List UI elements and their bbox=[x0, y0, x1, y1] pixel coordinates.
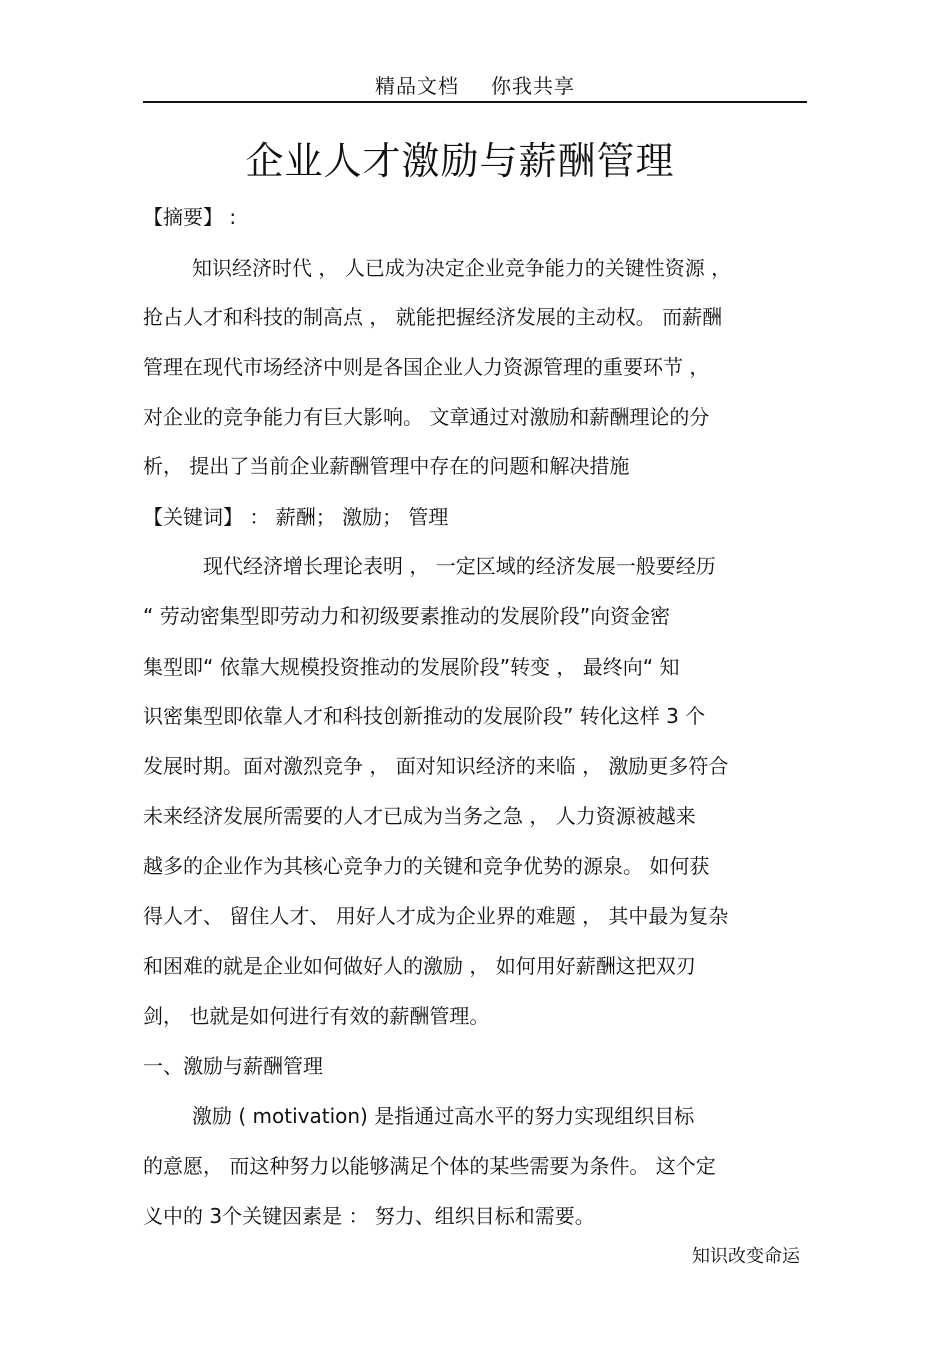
body-line: 未来经济发展所需要的人才已成为当务之急 ， 人力资源被越来 bbox=[143, 804, 696, 828]
section-heading: 一、激励与薪酬管理 bbox=[143, 1054, 323, 1078]
body-line: 发展时期。面对激烈竞争 ， 面对知识经济的来临 ， 激励更多符合 bbox=[143, 754, 729, 778]
document-title: 企业人才激励与薪酬管理 bbox=[245, 139, 675, 183]
body-line: 集型即“ 依靠大规模投资推动的发展阶段”转变 ， 最终向“ 知 bbox=[143, 655, 680, 679]
body-line: 剑， 也就是如何进行有效的薪酬管理。 bbox=[143, 1004, 490, 1028]
abstract-line: 知识经济时代 ， 人已成为决定企业竞争能力的关键性资源 ， bbox=[192, 256, 732, 280]
body-line: 识密集型即依靠人才和科技创新推动的发展阶段” 转化这样 3 个 bbox=[143, 704, 706, 728]
body-line: 激励 ( motivation) 是指通过高水平的努力实现组织目标 bbox=[192, 1104, 695, 1128]
header-left-text: 精品文档 bbox=[375, 74, 459, 98]
header-rule bbox=[143, 101, 807, 103]
keywords-line: 【关键词】 ： 薪酬； 激励； 管理 bbox=[143, 505, 449, 529]
header-right-text: 你我共享 bbox=[491, 74, 575, 98]
abstract-line: 抢占人才和科技的制高点 ， 就能把握经济发展的主动权。 而薪酬 bbox=[143, 305, 723, 329]
abstract-line: 管理在现代市场经济中则是各国企业人力资源管理的重要环节 ， bbox=[143, 355, 710, 379]
body-line: 和困难的就是企业如何做好人的激励 ， 如何用好薪酬这把双刃 bbox=[143, 954, 696, 978]
body-line: 现代经济增长理论表明 ， 一定区域的经济发展一般要经历 bbox=[203, 554, 716, 578]
body-line: 义中的 3个关键因素是 ： 努力、组织目标和需要。 bbox=[143, 1204, 595, 1228]
abstract-line: 对企业的竞争能力有巨大影响。 文章通过对激励和薪酬理论的分 bbox=[143, 405, 710, 429]
body-line: 越多的企业作为其核心竞争力的关键和竞争优势的源泉。 如何获 bbox=[143, 854, 710, 878]
abstract-line: 析， 提出了当前企业薪酬管理中存在的问题和解决措施 bbox=[143, 454, 630, 478]
page-header bbox=[0, 70, 950, 99]
body-line: 的意愿， 而这种努力以能够满足个体的某些需要为条件。 这个定 bbox=[143, 1154, 716, 1178]
body-line: “ 劳动密集型即劳动力和初级要素推动的发展阶段”向资金密 bbox=[143, 604, 671, 628]
body-line: 得人才、 留住人才、 用好人才成为企业界的难题 ， 其中最为复杂 bbox=[143, 904, 729, 928]
page-footer: 知识改变命运 bbox=[692, 1246, 800, 1267]
abstract-label: 【摘要】 : bbox=[143, 205, 237, 229]
